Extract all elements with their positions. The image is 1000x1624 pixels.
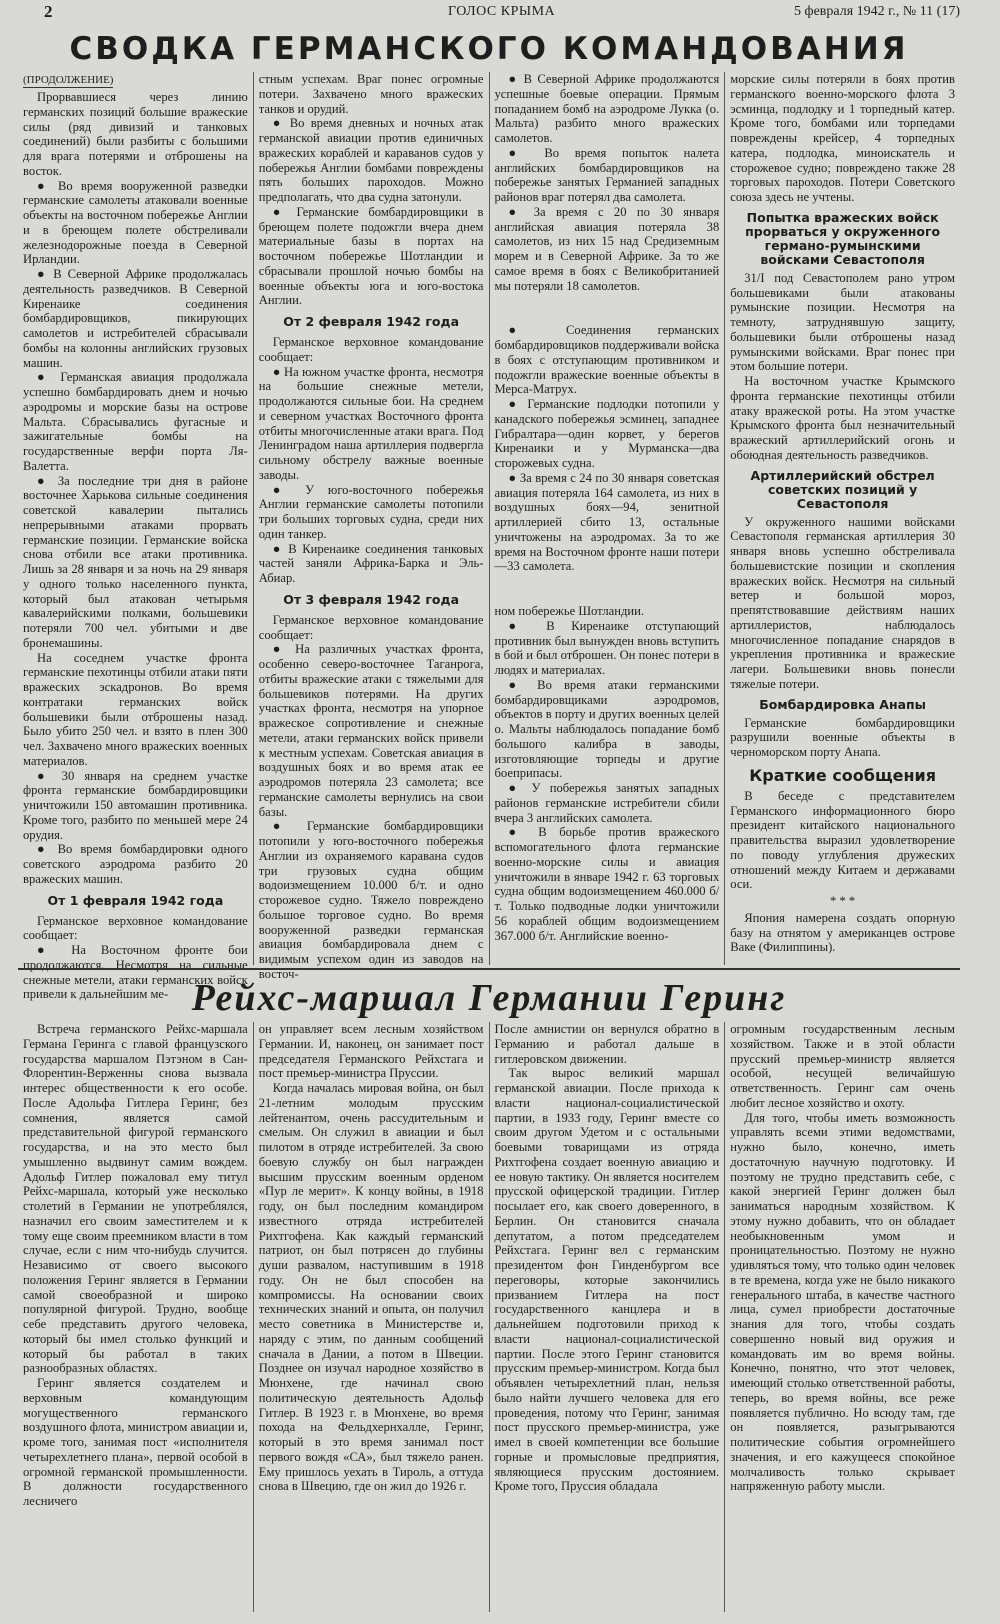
paragraph: ном побережье Шотландии.: [494, 604, 645, 618]
paragraph: морские силы потеряли в боях против германского военно-морского флота 3 эсминца, подлодку и 1 торпедный катер. Кроме того, бомбами или торпедами повреждены крейсер, 4 торпедных катера, подлодка, миноискатель и сторожевое судно; повреждено также 28 торговых пароходов. Потери Советского союза здесь не учтены.: [730, 72, 955, 204]
paragraph: ● За последние три дня в районе восточнее Харькова сильные соединения советской кавалерии пытались непрерывными атаками прорвать германские позиции. Германские войска снова отбили все атаки противника. Лишь за 28 января и за ночь на 29 января у одного только населенного пункта, который был атакован четырьмя кавалерийскими полками, большевики потеряли 700 чел. убитыми и две бронемашины.: [23, 473, 248, 650]
paragraph: ● За время с 24 по 30 января советская авиация потеряла 164 самолета, из них в воздушных боях—94, зенитной артиллерией сбито 13, остальные уничтожены на аэродромах. За то же время на Восточном фронте наши потери—33 самолета.: [494, 470, 720, 574]
paragraph: ● В Киренаике соединения танковых частей заняли Африка-Барка и Эль-Абиар.: [258, 541, 484, 585]
paragraph: В беседе с представителем Германского информационного бюро президент китайского национального правительства выразил удовлетворение по поводу углубления дружеских отношений между Китаем и державами оси.: [730, 788, 955, 892]
separator-stars: * * *: [830, 894, 856, 908]
column: [18, 1022, 254, 1612]
paragraph: Германское верховное командование сообщает:: [258, 335, 484, 364]
paragraph: Германское верховное командование сообщает:: [23, 913, 248, 943]
paragraph: ● Во время дневных и ночных атак германской авиации против единичных вражеских кораблей и караванов судов у побережья Англии бомбами повреждены пять больших пароходов. Можно предполагать, что два судна затонули.: [258, 116, 484, 204]
paragraph: ● Соединения германских бомбардировщиков поддерживали войска в боях с отступающим противником и подожгли вражеские военные объекты в Мерса-Матрух.: [494, 323, 720, 397]
paragraph: ● Во время бомбардировки одного советского аэродрома разбито 20 вражеских машин.: [23, 842, 248, 886]
paragraph: ● На различных участках фронта, особенно северо-восточнее Таганрога, отбиты вражеские атаки с тяжелыми для большевиков потерями. На других участках фронта, несмотря на упорное вражеское сопротивление и снежные метели, атаки германских войск привели к местным успехам. Советская авиация в воздушных боях и во время атак ее аэродромов потеряла 23 самолета; все германские самолеты вернулись на свои базы.: [258, 642, 484, 819]
paragraph: ● Во время попыток налета английских бомбардировщиков на побережье занятых Германией западных районов враг потерял два самолета.: [494, 145, 720, 204]
paragraph: огромным государственным лесным хозяйством. Также и в этой области прусский премьер-министр является особой, несущей величайшую ответственность. Геринг сам очень любит лесное хозяйство и охоту.: [730, 1022, 955, 1110]
column: [254, 72, 490, 981]
paragraph: Германское верховное командование сообщает:: [258, 612, 484, 642]
column: [18, 72, 254, 1002]
paragraph: 31/I под Севастополем рано утром большевиками были атакованы румынские позиции. Несмотря на темноту, затруднявшую защиту, большевики были отброшены назад румынскими войсками. Враг понес при этом большие потери.: [730, 270, 955, 374]
paragraph: На соседнем участке фронта германские пехотинцы отбили атаки пяти вражеских эскадронов. Во время контратаки германских войск большевики были отброшены назад. Было убито 250 чел. и взято в плен 300 чел. Захвачено много вражеских военных материалов.: [23, 650, 248, 768]
page-header: [18, 4, 960, 22]
paragraph: ● В Северной Африке продолжаются успешные боевые операции. Прямым попаданием бомб на аэродроме Лукка (о. Мальта) разбито много вражеских самолетов.: [494, 72, 720, 145]
paragraph: ● Во время вооруженной разведки германские самолеты атаковали военные объекты на восточном побережье Англии и в бреющем полете обстреливали железнодорожные поезда в Северной Ирландии.: [23, 178, 248, 267]
paragraph: ● Германская авиация продолжала успешно бомбардировать днем и ночью аэродромы и морские базы на острове Мальта. Сбрасывались фугасные и зажигательные бомбы на государственные верфи порта Ля-Валетта.: [23, 370, 248, 473]
bottom-article: [18, 1022, 960, 1612]
paragraph: ● В борьбе против вражеского вспомогательного флота германские военно-морские силы и авиация уничтожили в январе 1942 г. 63 торговых судна общим водоизмещением 460.000 б/т. Только подводные лодки уничтожили 56 кораблей общим водоизмещением 367.000 б/т. Английские военно-: [494, 825, 720, 943]
headline-goering: Рейхс-маршал Германии Геринг: [191, 977, 787, 1019]
subheading: Бомбардировка Анапы: [759, 696, 926, 712]
page-number: 2: [44, 2, 53, 21]
paragraph: ● В Северной Африке продолжалась деятельность разведчиков. В Северной Киренаике соединения бомбардировщиков, пикирующих самолетов и истребителей сбрасывали бомбы на колонны английских грузовых машин.: [23, 267, 248, 370]
paragraph: ● На Восточном фронте бои продолжаются. Несмотря на сильные снежные метели, атаки германских войск привели к дальнейшим ме-: [23, 943, 248, 1002]
paragraph: У окруженного нашими войсками Севастополя германская артиллерия 30 января вновь успешно обстреливала большевистские позиции и скопления вражеских войск. Несмотря на сильный ветер и большой мороз, препятствовавшие действиям наших артиллеристов, наблюдалось многочисленное попадание снарядов в укрепления противника и вражеские лагери. Большевики вновь понесли тяжелые потери.: [730, 514, 955, 691]
paragraph: Геринг является создателем и верховным командующим могущественного германского воздушного флота, министром авиации и, кроме того, занимая пост «исполнителя четырехлетнего плана», первой особой в огромной германской промышленности. В должности государственного лесничего: [23, 1376, 248, 1508]
newspaper-name: ГОЛОС КРЫМА: [448, 4, 556, 19]
subheading: От 1 февраля 1942 года: [47, 892, 224, 908]
paragraph: ● У побережья занятых западных районов германские истребители сбили вчера 3 английских самолета.: [494, 781, 720, 825]
paragraph: Германские бомбардировщики разрушили военные объекты в черноморском порту Анапа.: [730, 715, 955, 759]
subheading: Попытка вражеских войск прорваться у окруженного германо-румынскими войсками Севастополя: [745, 209, 941, 267]
subheading: От 2 февраля 1942 года: [283, 314, 460, 329]
heading-gap: [495, 293, 720, 323]
paragraph: Так вырос великий маршал германской авиации. После прихода к власти национал-социалистической партии, в 1933 году, Геринг вместе со своим другом Удетом и с остальными боевыми товарищами из отряда Рихтгофена создает военную авиацию и ее новую тактику. Он является носителем прусской офицерской традиции. Гитлер посылает его, как своего доверенного, в Берлин. Он становится сначала депутатом, а потом председателем Рейхстага. Геринг вел с германским президентом фон Гинденбургом все переговоры, которые закончились призванием Гитлера на пост государственного канцлера и в дальнейшем подготовили приход к власти национал-социалистической партии. После этого Геринг становится прусским премьер-министром. Когда был объявлен четырехлетний план, нельзя было найти лучшего человека для его проведения, потому что Геринг, занимая пост прусского премьер-министра, уже имел в своей компетенции все большие горные и промысловые предприятия, являющиеся прусским достоянием. Кроме того, Пруссия обладала: [494, 1066, 720, 1494]
paragraph: На восточном участке Крымского фронта германские пехотинцы отбили атаку вражеской роты. На этом участке Крымского фронта был незначительный вражеский артиллерийский огонь и обоюдная деятельность разведчиков.: [730, 374, 955, 462]
paragraph: ● 30 января на среднем участке фронта германские бомбардировщики уничтожили 150 автомашин противника. Кроме того, разбито по меньшей мере 24 орудия.: [23, 768, 248, 842]
column: [490, 72, 726, 965]
paragraph: ● Германские подлодки потопили у канадского побережья эсминец, западнее Гибралтара—один корвет, у берегов Киренаики и у Мурманска—два сторожевых судна.: [494, 397, 720, 470]
paragraph: он управляет всем лесным хозяйством Германии. И, наконец, он занимает пост председателя Германского Рейхстага и пост премьер-министра Пруссии.: [258, 1022, 484, 1081]
section-divider: [18, 968, 960, 970]
column: [725, 72, 960, 965]
paragraph: стным успехам. Враг понес огромные потери. Захвачено много вражеских танков и орудий.: [258, 72, 484, 116]
headline-summary: СВОДКА ГЕРМАНСКОГО КОМАНДОВАНИЯ: [69, 31, 909, 67]
column: [725, 1022, 960, 1612]
paragraph: ● Во время атаки германскими бомбардировщиками аэродромов, объектов в порту и других военных целей о. Мальты наблюдалось попадание бомб большого калибра в заводы, изготовляющие торпеды и другие боеприпасы.: [494, 677, 720, 781]
issue-date: 5 февраля 1942 г., № 11 (17): [794, 4, 960, 19]
paragraph: ● На южном участке фронта, несмотря на большие снежные метели, продолжаются сильные бои. На среднем и северном участках Восточного фронта отбиты многочисленные атаки врага. Под Ленинградом наша артиллерия подвергла сильному обстрелу важные военные заводы.: [258, 364, 484, 482]
paragraph: ● Германские бомбардировщики потопили у юго-восточного побережья Англии из охраняемого каравана судов три грузовых судна общим водоизмещением 10.000 б/т. и одно сторожевое судно. Тяжело повреждено большое торговое судно. Во время вооруженной разведки германская авиация бомбардировала днем с видимым успехом один из заводов на восточ-: [258, 819, 484, 981]
paragraph: После амнистии он вернулся обратно в Германию и работал дальше в гитлеровском движении.: [494, 1022, 720, 1066]
column: [490, 1022, 726, 1612]
subheading: Краткие сообщения: [749, 765, 937, 785]
subheading: От 3 февраля 1942 года: [283, 591, 460, 607]
paragraph: Когда началась мировая война, он был 21-летним молодым прусским лейтенантом, очень рассудительным и смелым. Он служил в авиации и был пилотом в отряде истребителей. За свою боевую службу он был награжден высшим прусским военным орденом «Пур ле мерит». К концу войны, в 1918 году, он был последним командиром известного отряда истребителей Рихтгофена. Как каждый германский патриот, он был потрясен до глубины души развалом, наступившим в 1918 году. Он не был способен на компромиссы. На основании своих технических знаний и опыта, он получил место советника в Министерстве и, наряду с этим, по данным сообщений сначала в Дании, а потом в Швеции. Позднее он изучал народное хозяйство в Мюнхене, где начинал свою политическую деятельность Адольф Гитлер. В 1923 г. в Мюнхене, во время похода на Фельдхернхалле, Геринг, который в это время занимал пост первого вождя «СА», был тяжело ранен. Ему пришлось уехать в Тироль, а оттуда снова в Швецию, где он жил до 1926 г.: [258, 1081, 484, 1494]
column: [254, 1022, 490, 1612]
paragraph: ● За время с 20 по 30 января английская авиация потеряла 38 самолетов, из них 15 над Средиземным морем и в Северной Африке. За то же самое время в боях с Великобританией мы потеряли 18 самолетов.: [494, 204, 720, 293]
paragraph: Для того, чтобы иметь возможность управлять всеми этими ведомствами, нужно было, конечно, иметь достаточную научную подготовку. И поэтому не трудно представить себе, с какой энергией Геринг должен был заниматься народным хозяйством. К этому нужно добавить, что он обладает необыкновенным умом и проницательностью. Поэтому не нужно удивляться тому, что только один человек в те времена, когда уже не было никакого генерального штаба, в качестве частного лица, сумел приобрести достаточные знания для того, чтобы создать совершенно новый вид оружия и командовать им во время войны. Конечно, понятно, что этот человек, имеющий столько ответственной работы, теперь, во время войны, все реже появляется публично. Но всюду там, где он появляется, разыгрываются политические события огромнейшего значения, и его кажущееся спокойное молчаливость только скрывает напряженную работу мысли.: [730, 1110, 955, 1494]
paragraph: ● В Киренаике отступающий противник был вынужден вновь вступить в бой и был отброшен. Он понес потери в людях и материалах.: [494, 618, 720, 677]
paragraph: ● У юго-восточного побережья Англии германские самолеты потопили три больших торговых судна, среди них один танкер.: [258, 482, 484, 541]
paragraph: Прорвавшиеся через линию германских позиций большие вражеские силы (ряд дивизий и танковых соединений) были разбиты с большими для врага потерями и отброшены на восток.: [23, 90, 248, 178]
paragraph: Япония намерена создать опорную базу на отнятом у американцев острове Ваке (Филиппины).: [730, 910, 955, 955]
paragraph: Встреча германского Рейхс-маршала Германа Геринга с главой французского государства маршалом Пэтэном в Сан-Флорентин-Верженны снова вызвала интерес общественности к его особе. После Адольфа Гитлера Геринг, без сомнения, является самой представительной фигурой германского государства, и на это место был умышленно выдвинут самим вождем. Адольф Гитлер пожаловал ему титул Рейхс-маршала, который уже несколько столетий в Германии не употреблялся, назначил его своим заместителем и к тому еще своим преемником власти в том случае, если с ним что-нибудь случится. Независимо от своего высокого положения Геринг является в Германии самой своеобразной и широко популярной фигурой. Трудно, вообще себе представить другого человека, который бы имел столько функций и который бы работал в таких разнообразных областях.: [23, 1022, 248, 1376]
heading-gap: [495, 574, 720, 604]
continued-label: (ПРОДОЛЖЕНИЕ): [23, 74, 114, 86]
paragraph: ● Германские бомбардировщики в бреющем полете подожгли вчера днем материальные базы в портах на восточном побережье Шотландии и сбрасывали прошлой ночью бомбы на военные объекты юга и юго-востока Англии.: [258, 204, 484, 308]
subheading: Артиллерийский обстрел советских позиций у Севастополя: [750, 467, 935, 511]
